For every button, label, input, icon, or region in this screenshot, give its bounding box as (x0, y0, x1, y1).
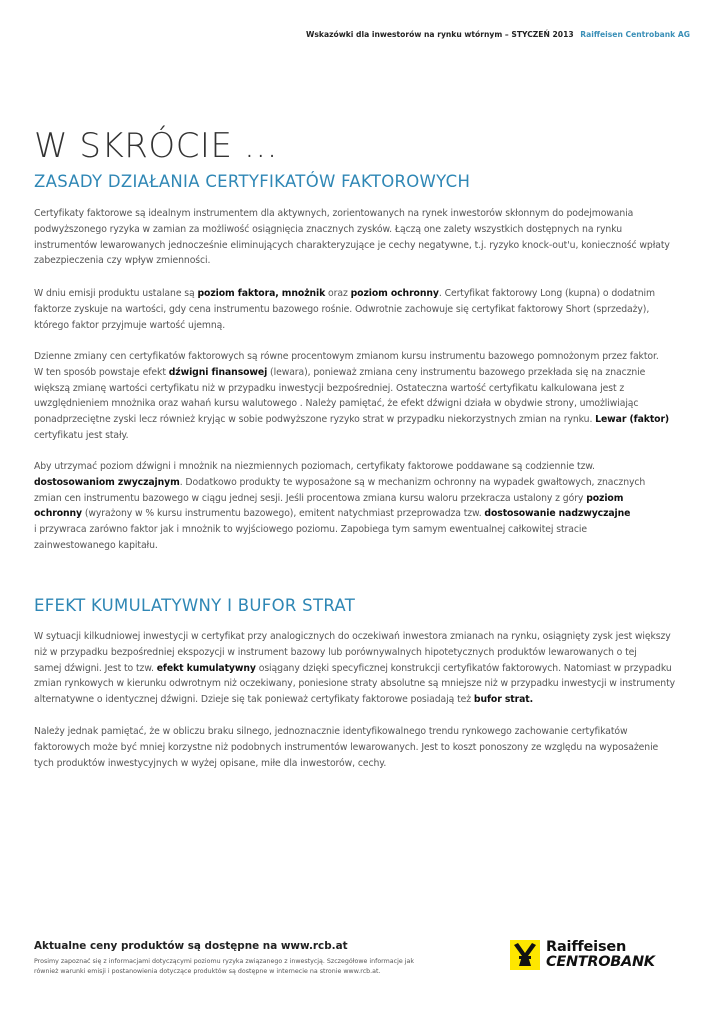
raiffeisen-centrobank-logo (510, 940, 655, 970)
text-run: . Dodatkowo produkty te wyposażone są w mechanizm ochronny na wypadek gwałtowych, znacznych (179, 476, 646, 488)
text-line (34, 286, 690, 302)
text-line: certyfikatu jest stały. (34, 429, 129, 441)
section1-paragraph-4 (34, 459, 690, 554)
header-brand: Raiffeisen Centrobank AG (580, 30, 690, 39)
logo-line-raiffeisen: Raiffeisen (546, 939, 627, 955)
page-title: W SKRÓCIE … (34, 126, 279, 166)
text-run: W dniu emisji produktu ustalane są (34, 288, 198, 299)
text-run: samej dźwigni. Jest to tzw. (34, 662, 157, 674)
text-run: (wyrażony w % kursu instrumentu bazowego), emitent natychmiast przeprowadza tzw. (82, 508, 485, 520)
bold-term: poziom ochronny (350, 288, 439, 299)
footer-note-line: Prosimy zapoznać się z informacjami dotyczącymi poziomu ryzyka związanego z inwestycją. Szczegółowe informacje jak (34, 958, 414, 965)
text-line: którego faktor przyjmuje wartość ujemną. (34, 319, 226, 331)
text-line: uwzględnieniem mnożnika oraz wahań kursu walutowego . Należy pamiętać, że efekt dźwigni działa w obydwie strony, umożliwiając (34, 398, 639, 410)
text-line: zainwestowanego kapitału. (34, 539, 158, 551)
bold-term: bufor strat. (473, 694, 534, 706)
text-line: faktorze zyskuje na wartości, gdy cena instrumentu bazowego rośnie. Odwrotnie zachowuje się certyfikat faktorowy Short (sprzedaży), (34, 303, 650, 315)
text-line (34, 412, 690, 428)
text-line: faktorowych może być mniej korzystne niż podobnych instrumentów lewarowanych. Jest to koszt ponoszony ze względu na wyposażenie (34, 741, 659, 753)
text-run: oraz (325, 288, 351, 299)
section1-heading: ZASADY DZIAŁANIA CERTYFIKATÓW FAKTOROWYCH (34, 172, 471, 191)
text-line: instrumentów lewarowanych jednocześnie eliminujących charakteryzujące je cechy negatywne, t.j. ryzyko knock-out'u, konieczność wpłaty (34, 239, 670, 251)
text-line: większą zmianę wartości certyfikatu niż w przypadku inwestycji bezpośredniej. Ostateczna wartość certyfikatu kalkulowana jest z (34, 382, 625, 394)
text-run: alternatywne o identycznej dźwigni. Dzieje się tak ponieważ certyfikaty faktorowe posiadają też (34, 694, 474, 706)
text-line: niż w przypadku bezpośredniej ekspozycji w instrument bazowy lub porównywalnych hipotetycznych produktów lewarowanych o tej (34, 646, 637, 658)
header-doc-title: Wskazówki dla inwestorów na rynku wtórnym – STYCZEŃ 2013 (306, 30, 574, 39)
text-line: Certyfikaty faktorowe są idealnym instrumentem dla aktywnych, zorientowanych na rynek inwestorów skłonnym do podejmowania (34, 208, 634, 219)
section2-paragraph-1 (34, 629, 690, 708)
logo-wordmark (546, 940, 655, 970)
footer-note (34, 957, 454, 976)
bold-term: efekt kumulatywny (156, 662, 256, 674)
logo-line-centrobank: CENTROBANK (546, 954, 655, 970)
section2-heading: EFEKT KUMULATYWNY I BUFOR STRAT (34, 596, 356, 615)
text-run: osiągany dzięki specyficznej konstrukcji certyfikatów faktorowych. Natomiast w przypadku (255, 662, 672, 674)
footer-title: Aktualne ceny produktów są dostępne na www.rcb.at (34, 940, 348, 952)
text-line: Aby utrzymać poziom dźwigni i mnożnik na niezmiennych poziomach, certyfikaty faktorowe poddawane są codziennie tzw. (34, 461, 595, 472)
bold-term: dostosowanie nadzwyczajne (484, 508, 631, 520)
text-line: Należy jednak pamiętać, że w obliczu braku silnego, jednoznacznie identyfikowalnego trendu rynkowego zachowanie certyfikatów (34, 726, 628, 737)
text-line: W sytuacji kilkudniowej inwestycji w certyfikat przy analogicznych do oczekiwań inwestora zmianach na rynku, osiągnięty zysk jest większy (34, 631, 671, 642)
section1-paragraph-2 (34, 286, 690, 333)
text-run: ponadprzeciętne zyski lecz również kryjąc w sobie podwyższone ryzyko strat w przypadku niekorzystnych zmian na rynku. (34, 414, 596, 426)
text-line (34, 661, 690, 677)
text-line: tych produktów inwestycyjnych w wyżej opisane, miłe dla inwestorów, cechy. (34, 757, 387, 769)
bold-term: poziom (586, 492, 624, 504)
raiffeisen-gable-cross-icon (510, 940, 540, 970)
bold-term: Lewar (faktor) (595, 414, 670, 426)
footer-note-line: również warunki emisji i postanowienia dotyczące produktów są dostępne w internecie na stronie www.rcb.at. (34, 967, 381, 975)
text-line: zmian rynkowych w kierunku odwrotnym niż oczekiwany, poniesione straty absolutne są mniejsze niż w przypadku inwestycji w instrumenty (34, 678, 676, 690)
text-line: i przywraca zarówno faktor jak i mnożnik to wyjściowego poziomu. Zapobiega tym samym ewentualnej całkowitej stracie (34, 524, 587, 536)
text-line: podwyższonego ryzyka w zamian za możliwość osiągnięcia znacznych zysków. Łączą one zalety wszystkich dostępnych na rynku (34, 223, 623, 235)
text-line: zabezpieczenia czy wpływ zmienności. (34, 255, 211, 267)
text-line (34, 506, 690, 522)
bold-term: dostosowaniom zwyczajnym (34, 476, 180, 488)
text-line: Dzienne zmiany cen certyfikatów faktorowych są równe procentowym zmianom kursu instrumentu bazowego pomnożonym przez faktor. (34, 351, 659, 362)
bold-term: dźwigni finansowej (168, 366, 268, 378)
text-run: W ten sposób powstaje efekt (34, 366, 169, 378)
text-run: (lewara), ponieważ zmiana ceny instrumentu bazowego przekłada się na znacznie (267, 366, 646, 378)
section1-paragraph-1 (34, 206, 690, 269)
section2-paragraph-2 (34, 724, 690, 771)
bold-term: poziom faktora, mnożnik (197, 288, 326, 299)
text-line (34, 365, 690, 381)
section1-paragraph-3 (34, 349, 690, 444)
text-run: zmian cen instrumentu bazowego w ciągu jednej sesji. Jeśli procentowa zmiana kursu waloru przekracza ustalony z góry (34, 492, 587, 504)
running-header (306, 30, 690, 39)
text-run: . Certyfikat faktorowy Long (kupna) o dodatnim (438, 288, 655, 299)
text-line (34, 491, 690, 507)
bold-term: ochronny (34, 508, 82, 520)
text-line (34, 475, 690, 491)
text-line (34, 692, 690, 708)
